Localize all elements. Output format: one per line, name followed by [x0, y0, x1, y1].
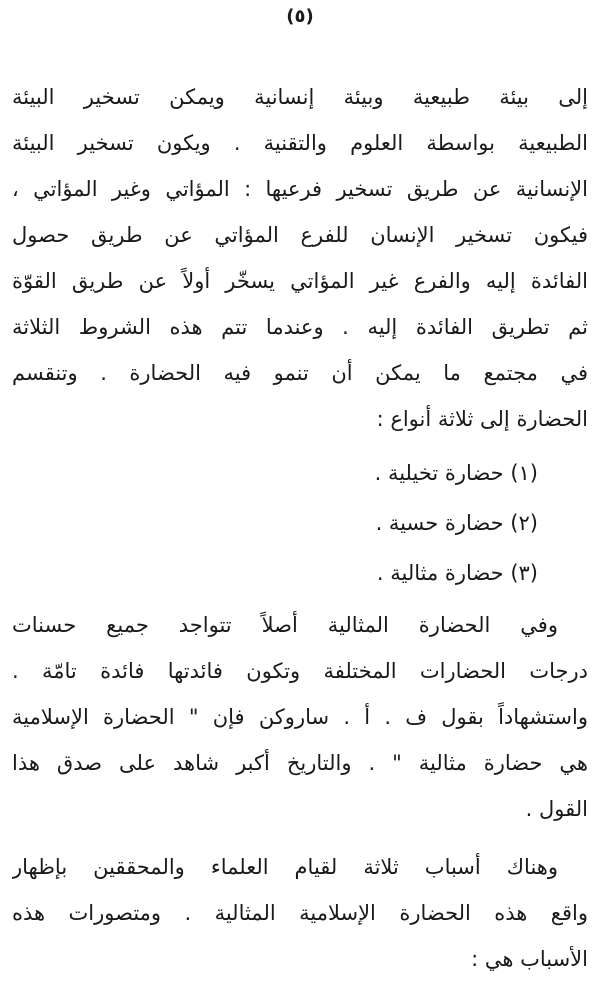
text-line: الفائدة إليه والفرع غير المؤاتي يسخّر أولاً عن طريق القوّة	[12, 269, 588, 293]
list-item: (٣) حضارة مثالية .	[376, 561, 538, 585]
text-line: هي حضارة مثالية " . والتاريخ أكبر شاهد على صدق هذا	[12, 751, 588, 775]
text-line: القول .	[525, 797, 588, 821]
page-number: (٥)	[286, 6, 314, 27]
text-line: إلى بيئة طبيعية وبيئة إنسانية ويمكن تسخير البيئة	[12, 85, 588, 109]
list-item: (٢) حضارة حسية .	[375, 511, 538, 535]
text-line: وفي الحضارة المثالية أصلاً تتواجد جميع حسنات	[12, 613, 558, 637]
text-line: درجات الحضارات المختلفة وتكون فائدتها فائدة تامّة .	[12, 659, 588, 683]
text-line: الأسباب هي :	[471, 947, 588, 971]
text-line: الحضارة إلى ثلاثة أنواع :	[376, 407, 588, 431]
text-line: في مجتمع ما يمكن أن تنمو فيه الحضارة . وتنقسم	[12, 361, 588, 385]
text-line: فيكون تسخير الإنسان للفرع المؤاتي عن طريق حصول	[12, 223, 588, 247]
list-item: (١) حضارة تخيلية .	[374, 461, 538, 485]
text-line: واقع هذه الحضارة الإسلامية المثالية . ومتصورات هذه	[12, 901, 588, 925]
text-line: وهناك أسباب ثلاثة لقيام العلماء والمحققين بإظهار	[12, 855, 558, 879]
text-line: الطبيعية بواسطة العلوم والتقنية . ويكون تسخير البيئة	[12, 131, 588, 155]
text-line: الإنسانية عن طريق تسخير فرعيها : المؤاتي وغير المؤاتي ،	[12, 177, 588, 201]
text-line: ثم تطريق الفائدة إليه . وعندما تتم هذه الشروط الثلاثة	[12, 315, 588, 339]
text-line: واستشهاداً بقول ف . أ . ساروكن فإن " الحضارة الإسلامية	[12, 705, 588, 729]
